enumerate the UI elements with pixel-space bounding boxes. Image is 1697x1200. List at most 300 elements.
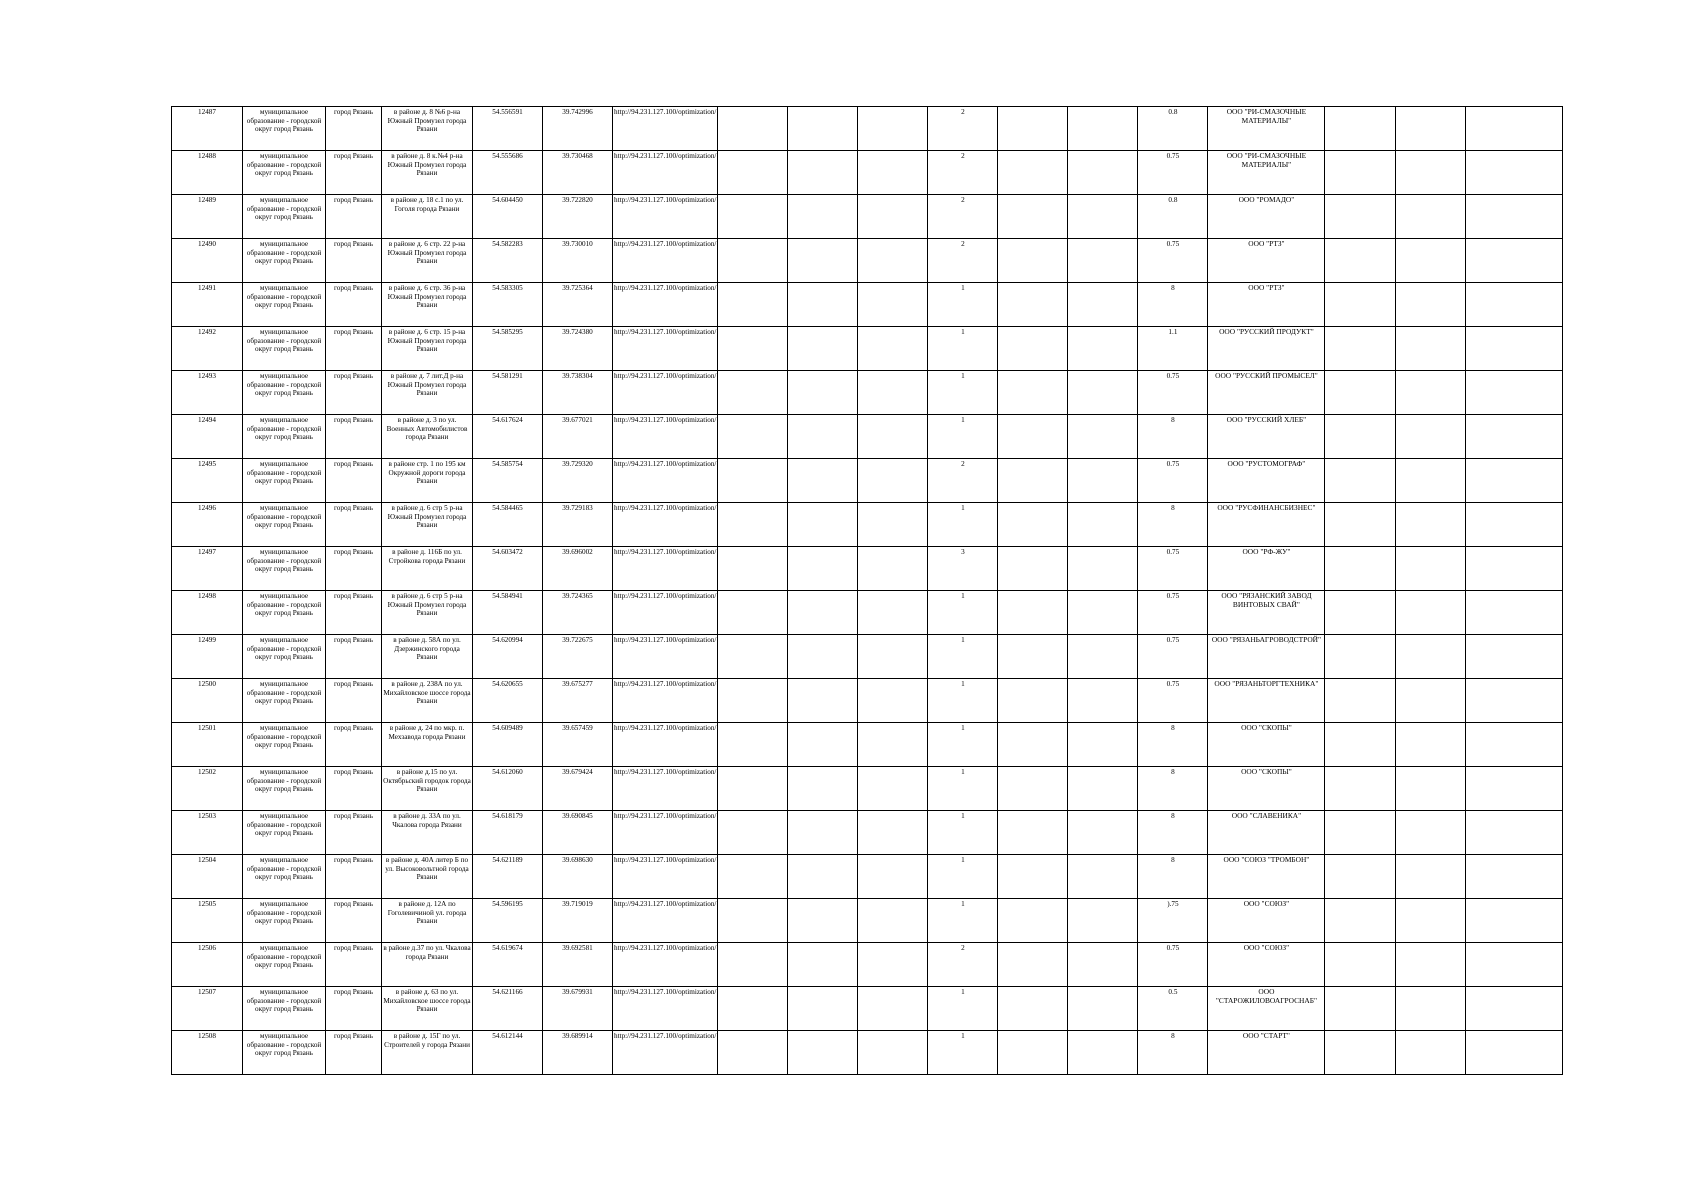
cell-organization: ООО "РЯЗАНСКИЙ ЗАВОД ВИНТОВЫХ СВАЙ" xyxy=(1208,591,1325,635)
cell-empty xyxy=(788,811,858,855)
cell-id: 12491 xyxy=(172,283,243,327)
cell-empty xyxy=(858,591,928,635)
cell-city: город Рязань xyxy=(326,371,382,415)
cell-empty xyxy=(1466,855,1563,899)
cell-longitude: 39.689914 xyxy=(543,1031,613,1075)
cell-address: в районе д. 18 с.1 по ул. Гоголя города Рязани xyxy=(382,195,473,239)
cell-id: 12503 xyxy=(172,811,243,855)
cell-empty xyxy=(1068,811,1138,855)
cell-empty xyxy=(1466,899,1563,943)
cell-organization: ООО "СОЮЗ" xyxy=(1208,899,1325,943)
cell-empty xyxy=(858,195,928,239)
cell-empty xyxy=(1068,767,1138,811)
cell-empty xyxy=(788,547,858,591)
cell-empty xyxy=(1325,899,1396,943)
table-row xyxy=(172,811,1563,855)
cell-municipality: муниципальное образование - городской округ город Рязань xyxy=(243,459,326,503)
cell-organization: ООО "РИ-СМАЗОЧНЫЕ МАТЕРИАЛЫ" xyxy=(1208,107,1325,151)
cell-empty xyxy=(1396,195,1466,239)
cell-organization: ООО "РТЗ" xyxy=(1208,239,1325,283)
cell-empty xyxy=(1396,899,1466,943)
cell-empty xyxy=(1325,987,1396,1031)
cell-empty xyxy=(1466,239,1563,283)
cell-empty xyxy=(1466,591,1563,635)
cell-city: город Рязань xyxy=(326,767,382,811)
cell-address: в районе д. 238А по ул. Михайловское шоссе города Рязани xyxy=(382,679,473,723)
cell-count: 1 xyxy=(928,591,998,635)
cell-volume: 0.75 xyxy=(1138,943,1208,987)
cell-empty xyxy=(998,283,1068,327)
cell-empty xyxy=(1068,635,1138,679)
cell-city: город Рязань xyxy=(326,811,382,855)
cell-city: город Рязань xyxy=(326,591,382,635)
cell-empty xyxy=(718,283,788,327)
cell-municipality: муниципальное образование - городской округ город Рязань xyxy=(243,635,326,679)
cell-url: http://94.231.127.100/optimization/ xyxy=(613,547,718,591)
table-row xyxy=(172,327,1563,371)
cell-empty xyxy=(718,635,788,679)
cell-empty xyxy=(1325,195,1396,239)
cell-latitude: 54.604450 xyxy=(473,195,543,239)
cell-empty xyxy=(998,415,1068,459)
table-row xyxy=(172,679,1563,723)
cell-empty xyxy=(718,459,788,503)
cell-latitude: 54.584941 xyxy=(473,591,543,635)
cell-empty xyxy=(788,591,858,635)
cell-empty xyxy=(788,151,858,195)
cell-organization: ООО "РФ-ЖУ" xyxy=(1208,547,1325,591)
cell-empty xyxy=(1068,239,1138,283)
cell-empty xyxy=(1325,767,1396,811)
cell-municipality: муниципальное образование - городской округ город Рязань xyxy=(243,107,326,151)
cell-empty xyxy=(1466,107,1563,151)
cell-organization: ООО "РУСФИНАНСБИЗНЕС" xyxy=(1208,503,1325,547)
cell-id: 12493 xyxy=(172,371,243,415)
cell-empty xyxy=(1396,283,1466,327)
cell-municipality: муниципальное образование - городской округ город Рязань xyxy=(243,591,326,635)
cell-longitude: 39.657459 xyxy=(543,723,613,767)
cell-address: в районе д. 58А по ул. Дзержинского города Рязани xyxy=(382,635,473,679)
cell-address: в районе д.15 по ул. Октябрьский городок города Рязани xyxy=(382,767,473,811)
cell-longitude: 39.725364 xyxy=(543,283,613,327)
table-row xyxy=(172,723,1563,767)
table-row xyxy=(172,283,1563,327)
cell-empty xyxy=(858,679,928,723)
cell-municipality: муниципальное образование - городской округ город Рязань xyxy=(243,987,326,1031)
cell-count: 3 xyxy=(928,547,998,591)
cell-empty xyxy=(788,855,858,899)
cell-url: http://94.231.127.100/optimization/ xyxy=(613,855,718,899)
cell-address: в районе д. 7 лит.Д р-на Южный Промузел города Рязани xyxy=(382,371,473,415)
cell-empty xyxy=(1068,591,1138,635)
cell-longitude: 39.722675 xyxy=(543,635,613,679)
cell-empty xyxy=(858,899,928,943)
cell-id: 12496 xyxy=(172,503,243,547)
cell-latitude: 54.582283 xyxy=(473,239,543,283)
cell-empty xyxy=(1068,679,1138,723)
cell-empty xyxy=(1068,855,1138,899)
cell-municipality: муниципальное образование - городской округ город Рязань xyxy=(243,195,326,239)
cell-latitude: 54.555686 xyxy=(473,151,543,195)
cell-empty xyxy=(1466,987,1563,1031)
cell-longitude: 39.698630 xyxy=(543,855,613,899)
cell-empty xyxy=(788,283,858,327)
cell-empty xyxy=(858,503,928,547)
cell-empty xyxy=(718,855,788,899)
cell-longitude: 39.677021 xyxy=(543,415,613,459)
cell-volume: 8 xyxy=(1138,855,1208,899)
cell-city: город Рязань xyxy=(326,327,382,371)
cell-longitude: 39.692581 xyxy=(543,943,613,987)
cell-empty xyxy=(1466,371,1563,415)
cell-url: http://94.231.127.100/optimization/ xyxy=(613,723,718,767)
cell-empty xyxy=(858,371,928,415)
cell-empty xyxy=(1396,327,1466,371)
cell-organization: ООО "СТАРОЖИЛОВОАГРОСНАБ" xyxy=(1208,987,1325,1031)
cell-empty xyxy=(1466,635,1563,679)
cell-empty xyxy=(788,415,858,459)
cell-id: 12508 xyxy=(172,1031,243,1075)
cell-count: 1 xyxy=(928,767,998,811)
cell-municipality: муниципальное образование - городской округ город Рязань xyxy=(243,327,326,371)
cell-empty xyxy=(1466,811,1563,855)
cell-address: в районе д. 6 стр. 36 р-на Южный Промузел города Рязани xyxy=(382,283,473,327)
cell-url: http://94.231.127.100/optimization/ xyxy=(613,151,718,195)
cell-empty xyxy=(858,987,928,1031)
cell-address: в районе д. 12А по Гоголевичиной ул. города Рязани xyxy=(382,899,473,943)
cell-empty xyxy=(718,371,788,415)
cell-empty xyxy=(718,811,788,855)
cell-empty xyxy=(1325,679,1396,723)
cell-empty xyxy=(1325,459,1396,503)
cell-latitude: 54.621166 xyxy=(473,987,543,1031)
cell-longitude: 39.675277 xyxy=(543,679,613,723)
cell-url: http://94.231.127.100/optimization/ xyxy=(613,943,718,987)
cell-volume: 0.75 xyxy=(1138,239,1208,283)
cell-empty xyxy=(858,107,928,151)
cell-empty xyxy=(1325,723,1396,767)
cell-municipality: муниципальное образование - городской округ город Рязань xyxy=(243,239,326,283)
cell-address: в районе д. 6 стр. 22 р-на Южный Промузел города Рязани xyxy=(382,239,473,283)
cell-municipality: муниципальное образование - городской округ город Рязань xyxy=(243,415,326,459)
cell-address: в районе д. 3 по ул. Военных Автомобилистов города Рязани xyxy=(382,415,473,459)
cell-empty xyxy=(1466,151,1563,195)
cell-latitude: 54.612060 xyxy=(473,767,543,811)
table-row xyxy=(172,987,1563,1031)
cell-municipality: муниципальное образование - городской округ город Рязань xyxy=(243,283,326,327)
cell-empty xyxy=(858,239,928,283)
cell-latitude: 54.583305 xyxy=(473,283,543,327)
cell-empty xyxy=(1325,151,1396,195)
cell-municipality: муниципальное образование - городской округ город Рязань xyxy=(243,151,326,195)
cell-municipality: муниципальное образование - городской округ город Рязань xyxy=(243,371,326,415)
cell-empty xyxy=(998,679,1068,723)
cell-empty xyxy=(1396,371,1466,415)
cell-empty xyxy=(718,987,788,1031)
cell-url: http://94.231.127.100/optimization/ xyxy=(613,1031,718,1075)
cell-empty xyxy=(1396,503,1466,547)
cell-volume: ).75 xyxy=(1138,899,1208,943)
cell-empty xyxy=(1068,283,1138,327)
cell-city: город Рязань xyxy=(326,283,382,327)
cell-count: 1 xyxy=(928,283,998,327)
cell-empty xyxy=(1466,283,1563,327)
cell-empty xyxy=(998,371,1068,415)
cell-longitude: 39.729183 xyxy=(543,503,613,547)
cell-empty xyxy=(998,635,1068,679)
cell-empty xyxy=(788,1031,858,1075)
cell-empty xyxy=(1466,679,1563,723)
cell-empty xyxy=(1396,1031,1466,1075)
cell-organization: ООО "РУСТОМОГРАФ" xyxy=(1208,459,1325,503)
cell-url: http://94.231.127.100/optimization/ xyxy=(613,679,718,723)
cell-empty xyxy=(1325,811,1396,855)
cell-municipality: муниципальное образование - городской округ город Рязань xyxy=(243,1031,326,1075)
cell-empty xyxy=(858,1031,928,1075)
cell-empty xyxy=(788,503,858,547)
cell-url: http://94.231.127.100/optimization/ xyxy=(613,459,718,503)
cell-empty xyxy=(1325,371,1396,415)
cell-empty xyxy=(1466,943,1563,987)
cell-url: http://94.231.127.100/optimization/ xyxy=(613,591,718,635)
cell-city: город Рязань xyxy=(326,415,382,459)
cell-empty xyxy=(1325,239,1396,283)
cell-empty xyxy=(1466,415,1563,459)
cell-longitude: 39.730010 xyxy=(543,239,613,283)
cell-empty xyxy=(1325,635,1396,679)
cell-organization: ООО "РЯЗАНЬТОРГТЕХНИКА" xyxy=(1208,679,1325,723)
cell-url: http://94.231.127.100/optimization/ xyxy=(613,195,718,239)
cell-count: 1 xyxy=(928,635,998,679)
cell-address: в районе д. 24 по мкр. п. Мехзавода города Рязани xyxy=(382,723,473,767)
cell-empty xyxy=(1068,943,1138,987)
cell-latitude: 54.619674 xyxy=(473,943,543,987)
cell-empty xyxy=(1068,503,1138,547)
cell-url: http://94.231.127.100/optimization/ xyxy=(613,899,718,943)
cell-longitude: 39.679424 xyxy=(543,767,613,811)
cell-empty xyxy=(858,855,928,899)
cell-city: город Рязань xyxy=(326,723,382,767)
cell-empty xyxy=(788,987,858,1031)
cell-organization: ООО "СТАРТ" xyxy=(1208,1031,1325,1075)
cell-empty xyxy=(1068,371,1138,415)
cell-city: город Рязань xyxy=(326,459,382,503)
cell-url: http://94.231.127.100/optimization/ xyxy=(613,767,718,811)
cell-empty xyxy=(1068,151,1138,195)
cell-id: 12494 xyxy=(172,415,243,459)
cell-count: 1 xyxy=(928,503,998,547)
cell-count: 1 xyxy=(928,855,998,899)
cell-empty xyxy=(1068,723,1138,767)
cell-address: в районе д. 33А по ул. Чкалова города Рязани xyxy=(382,811,473,855)
cell-id: 12487 xyxy=(172,107,243,151)
cell-organization: ООО "РУССКИЙ ПРОДУКТ" xyxy=(1208,327,1325,371)
cell-municipality: муниципальное образование - городской округ город Рязань xyxy=(243,767,326,811)
cell-latitude: 54.621189 xyxy=(473,855,543,899)
cell-empty xyxy=(1396,635,1466,679)
cell-count: 2 xyxy=(928,943,998,987)
cell-count: 2 xyxy=(928,151,998,195)
cell-empty xyxy=(788,459,858,503)
cell-longitude: 39.724365 xyxy=(543,591,613,635)
cell-latitude: 54.618179 xyxy=(473,811,543,855)
cell-empty xyxy=(1466,195,1563,239)
cell-empty xyxy=(998,151,1068,195)
cell-latitude: 54.617624 xyxy=(473,415,543,459)
cell-municipality: муниципальное образование - городской округ город Рязань xyxy=(243,811,326,855)
cell-volume: 0.75 xyxy=(1138,591,1208,635)
cell-empty xyxy=(788,679,858,723)
cell-volume: 8 xyxy=(1138,767,1208,811)
cell-empty xyxy=(1396,855,1466,899)
cell-empty xyxy=(1396,459,1466,503)
cell-empty xyxy=(1325,943,1396,987)
cell-url: http://94.231.127.100/optimization/ xyxy=(613,283,718,327)
cell-url: http://94.231.127.100/optimization/ xyxy=(613,635,718,679)
cell-empty xyxy=(718,591,788,635)
cell-count: 1 xyxy=(928,987,998,1031)
cell-latitude: 54.620655 xyxy=(473,679,543,723)
cell-empty xyxy=(998,1031,1068,1075)
cell-city: город Рязань xyxy=(326,239,382,283)
cell-count: 1 xyxy=(928,371,998,415)
table-row xyxy=(172,459,1563,503)
cell-id: 12500 xyxy=(172,679,243,723)
cell-count: 1 xyxy=(928,415,998,459)
cell-volume: 0.75 xyxy=(1138,459,1208,503)
cell-city: город Рязань xyxy=(326,855,382,899)
cell-empty xyxy=(998,327,1068,371)
cell-empty xyxy=(858,415,928,459)
cell-empty xyxy=(1068,107,1138,151)
cell-empty xyxy=(1396,679,1466,723)
cell-empty xyxy=(858,151,928,195)
cell-city: город Рязань xyxy=(326,503,382,547)
cell-count: 2 xyxy=(928,459,998,503)
cell-count: 1 xyxy=(928,811,998,855)
cell-empty xyxy=(858,767,928,811)
cell-city: город Рязань xyxy=(326,679,382,723)
cell-volume: 8 xyxy=(1138,723,1208,767)
cell-id: 12502 xyxy=(172,767,243,811)
cell-url: http://94.231.127.100/optimization/ xyxy=(613,107,718,151)
cell-empty xyxy=(788,195,858,239)
cell-organization: ООО "РОМАДО" xyxy=(1208,195,1325,239)
cell-empty xyxy=(998,503,1068,547)
cell-municipality: муниципальное образование - городской округ город Рязань xyxy=(243,723,326,767)
cell-address: в районе д. 15Г по ул. Строителей у города Рязани xyxy=(382,1031,473,1075)
cell-empty xyxy=(718,899,788,943)
cell-organization: ООО "РИ-СМАЗОЧНЫЕ МАТЕРИАЛЫ" xyxy=(1208,151,1325,195)
cell-url: http://94.231.127.100/optimization/ xyxy=(613,239,718,283)
cell-empty xyxy=(1325,415,1396,459)
cell-organization: ООО "СОЮЗ "ТРОМБОН" xyxy=(1208,855,1325,899)
cell-empty xyxy=(788,635,858,679)
cell-empty xyxy=(1396,943,1466,987)
cell-empty xyxy=(718,723,788,767)
cell-empty xyxy=(998,107,1068,151)
cell-url: http://94.231.127.100/optimization/ xyxy=(613,371,718,415)
cell-municipality: муниципальное образование - городской округ город Рязань xyxy=(243,679,326,723)
cell-empty xyxy=(1396,811,1466,855)
cell-latitude: 54.581291 xyxy=(473,371,543,415)
cell-volume: 0.75 xyxy=(1138,679,1208,723)
cell-id: 12490 xyxy=(172,239,243,283)
cell-count: 1 xyxy=(928,1031,998,1075)
cell-empty xyxy=(1325,283,1396,327)
data-table xyxy=(171,106,1563,1075)
cell-volume: 0.8 xyxy=(1138,107,1208,151)
cell-latitude: 54.585754 xyxy=(473,459,543,503)
cell-empty xyxy=(858,547,928,591)
cell-organization: ООО "СЛАВЕНИКА" xyxy=(1208,811,1325,855)
cell-municipality: муниципальное образование - городской округ город Рязань xyxy=(243,855,326,899)
cell-empty xyxy=(998,811,1068,855)
cell-volume: 0.75 xyxy=(1138,635,1208,679)
cell-longitude: 39.730468 xyxy=(543,151,613,195)
cell-volume: 8 xyxy=(1138,503,1208,547)
cell-longitude: 39.690845 xyxy=(543,811,613,855)
cell-empty xyxy=(998,767,1068,811)
cell-empty xyxy=(998,987,1068,1031)
table-row xyxy=(172,767,1563,811)
cell-empty xyxy=(858,327,928,371)
cell-volume: 0.5 xyxy=(1138,987,1208,1031)
cell-address: в районе д. 6 стр 5 р-на Южный Промузел города Рязани xyxy=(382,591,473,635)
cell-empty xyxy=(858,811,928,855)
cell-organization: ООО "РУССКИЙ ХЛЕБ" xyxy=(1208,415,1325,459)
cell-address: в районе д. 8 к.№4 р-на Южный Промузел города Рязани xyxy=(382,151,473,195)
cell-empty xyxy=(1396,239,1466,283)
cell-city: город Рязань xyxy=(326,151,382,195)
cell-address: в районе д. 63 по ул. Михайловское шоссе города Рязани xyxy=(382,987,473,1031)
cell-empty xyxy=(1466,1031,1563,1075)
cell-empty xyxy=(718,547,788,591)
table-row xyxy=(172,943,1563,987)
cell-empty xyxy=(858,283,928,327)
cell-id: 12506 xyxy=(172,943,243,987)
cell-address: в районе стр. 1 по 195 км Окружной дороги города Рязани xyxy=(382,459,473,503)
cell-id: 12497 xyxy=(172,547,243,591)
cell-empty xyxy=(1325,591,1396,635)
cell-empty xyxy=(998,591,1068,635)
cell-url: http://94.231.127.100/optimization/ xyxy=(613,327,718,371)
cell-organization: ООО "РУССКИЙ ПРОМЫСЕЛ" xyxy=(1208,371,1325,415)
cell-id: 12495 xyxy=(172,459,243,503)
cell-longitude: 39.738304 xyxy=(543,371,613,415)
cell-address: в районе д. 6 стр 5 р-на Южный Промузел города Рязани xyxy=(382,503,473,547)
cell-volume: 8 xyxy=(1138,283,1208,327)
cell-municipality: муниципальное образование - городской округ город Рязань xyxy=(243,503,326,547)
cell-latitude: 54.603472 xyxy=(473,547,543,591)
cell-empty xyxy=(998,547,1068,591)
cell-empty xyxy=(1325,1031,1396,1075)
cell-address: в районе д. 8 №6 р-на Южный Промузел города Рязани xyxy=(382,107,473,151)
cell-id: 12501 xyxy=(172,723,243,767)
cell-longitude: 39.729320 xyxy=(543,459,613,503)
cell-empty xyxy=(718,1031,788,1075)
cell-municipality: муниципальное образование - городской округ город Рязань xyxy=(243,547,326,591)
cell-empty xyxy=(998,899,1068,943)
cell-empty xyxy=(718,943,788,987)
cell-empty xyxy=(788,107,858,151)
cell-empty xyxy=(788,899,858,943)
cell-empty xyxy=(1325,327,1396,371)
cell-latitude: 54.584465 xyxy=(473,503,543,547)
cell-count: 1 xyxy=(928,899,998,943)
cell-id: 12507 xyxy=(172,987,243,1031)
cell-city: город Рязань xyxy=(326,943,382,987)
